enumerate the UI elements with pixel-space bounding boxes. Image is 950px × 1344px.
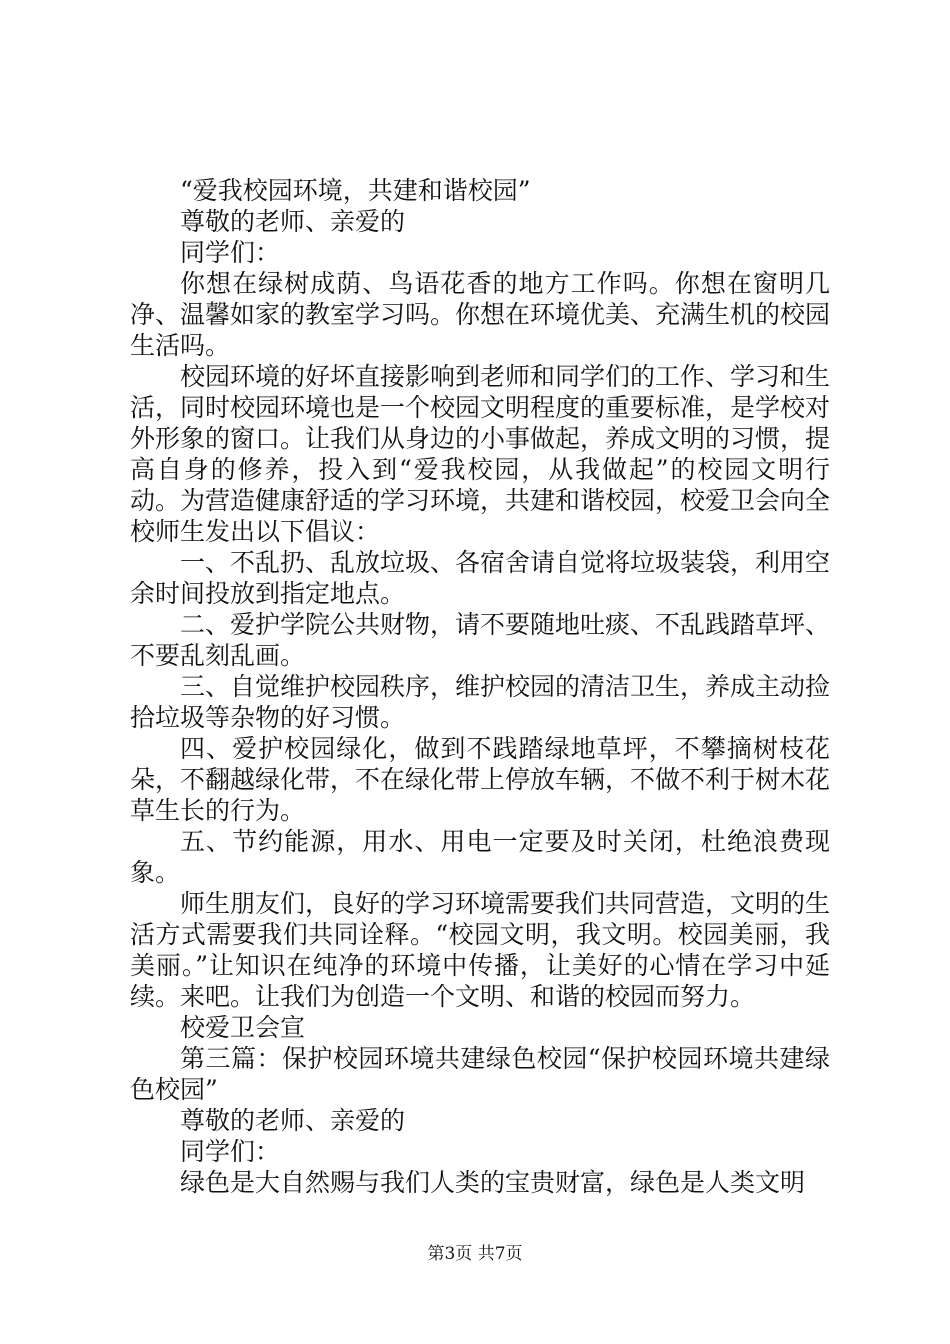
paragraph-salutation-cont: 同学们： bbox=[180, 238, 281, 267]
paragraph-salutation: 尊敬的老师、亲爱的 bbox=[180, 1106, 406, 1135]
paragraph: 你想在绿树成荫、鸟语花香的地方工作吗。你想在窗明几净、温馨如家的教室学习吗。你想在环境优美、充满生机的校园生活吗。 bbox=[130, 269, 831, 360]
paragraph: 绿色是大自然赐与我们人类的宝贵财富，绿色是人类文明 bbox=[180, 1168, 806, 1197]
paragraph: 校园环境的好坏直接影响到老师和同学们的工作、学习和生活，同时校园环境也是一个校园文明程度的重要标准，是学校对外形象的窗口。让我们从身边的小事做起，养成文明的习惯，提高自身的修养，投入到“爱我校园，从我做起”的校园文明行动。为营造健康舒适的学习环境，共建和谐校园，校爱卫会向全校师生发出以下倡议： bbox=[130, 362, 831, 546]
document-body bbox=[130, 175, 830, 1198]
paragraph-salutation-cont: 同学们： bbox=[180, 1137, 281, 1166]
paragraph-item: 一、不乱扔、乱放垃圾、各宿舍请自觉将垃圾装袋，利用空余时间投放到指定地点。 bbox=[130, 548, 831, 608]
paragraph-salutation: 尊敬的老师、亲爱的 bbox=[180, 207, 406, 236]
paragraph-item: 二、爱护学院公共财物，请不要随地吐痰、不乱践踏草坪、不要乱刻乱画。 bbox=[130, 610, 831, 670]
paragraph-item: 三、自觉维护校园秩序，维护校园的清洁卫生，养成主动捡拾垃圾等杂物的好习惯。 bbox=[130, 672, 831, 732]
paragraph-item: 四、爱护校园绿化，做到不践踏绿地草坪，不攀摘树枝花朵，不翻越绿化带，不在绿化带上停放车辆，不做不利于树木花草生长的行为。 bbox=[130, 734, 831, 825]
paragraph-signature: 校爱卫会宣 bbox=[180, 1013, 306, 1042]
paragraph-item: 五、节约能源，用水、用电一定要及时关闭，杜绝浪费现象。 bbox=[130, 827, 830, 887]
paragraph-title: “爱我校园环境，共建和谐校园” bbox=[180, 176, 531, 205]
paragraph: 师生朋友们，良好的学习环境需要我们共同营造，文明的生活方式需要我们共同诠释。“校园文明，我文明。校园美丽，我美丽。”让知识在纯净的环境中传播，让美好的心情在学习中延续。来吧。让我们为创造一个文明、和谐的校园而努力。 bbox=[130, 889, 831, 1011]
paragraph-section-heading: 第三篇：保护校园环境共建绿色校园“保护校园环境共建绿色校园” bbox=[130, 1044, 830, 1104]
page-number-footer: 第3页 共7页 bbox=[427, 1244, 523, 1264]
